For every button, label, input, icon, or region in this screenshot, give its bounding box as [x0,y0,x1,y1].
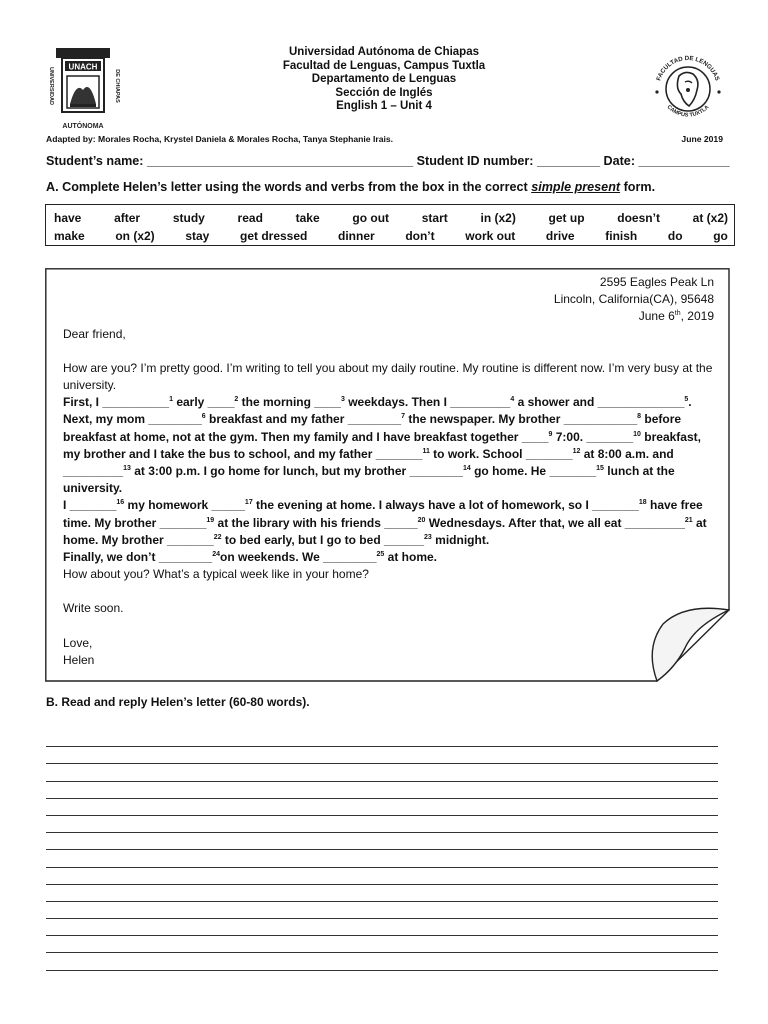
word-item: don’t [405,229,435,243]
word-item: take [295,211,320,225]
word-item: at (x2) [692,211,728,225]
word-item: dinner [338,229,375,243]
department-name: Departamento de Lenguas [311,73,457,86]
seal-bottom-text: CAMPUS TUXTLA [665,104,711,119]
paragraph-3: Finally, we don’t ________$^{24}$on weekends. We ________$^{25}$ at home. [63,550,438,565]
word-box [45,204,735,246]
section-a-instruction [46,180,655,194]
header-date: June 2019 [681,134,723,144]
student-info-line: Student’s name: ______________________________________ Student ID number: _________ Date: _____________ [46,154,730,168]
word-item: after [114,211,141,225]
word-item: start [421,211,448,225]
write-soon: Write soon. [63,601,124,616]
word-item: read [237,211,263,225]
university-name: Universidad Autónoma de Chiapas [289,46,479,58]
closing-question: How about you? What’s a typical week like in your home? [63,567,369,582]
letter-panel [45,268,730,682]
word-item: make [54,229,85,243]
greeting: Dear friend, [63,326,126,341]
section-a-prefix: A. Complete Helen’s letter using the words and verbs from the box in the correct [46,180,532,194]
word-item: drive [545,229,575,243]
word-item: get dressed [240,229,308,243]
logo-side-right-text: DE CHIAPAS [114,69,120,103]
intro-paragraph: How are you? I’m pretty good. I’m writing to tell you about my daily routine. My routine is different now. I’m very busy at the university. [63,360,713,393]
reply-line[interactable] [46,902,718,919]
word-item: work out [465,229,516,243]
paragraph-2: I _______$^{16}$ my homework _____$^{17}$ the evening at home. I always have a lot of homework, so I _______$^{18}$ have free time. My brother _______$^{19}$ at the library with his friends _____$^{20}$ Wednesdays. After that, we all eat _________$^{21}$ at home. My brother _______$^{22}$ to bed early, but I go to bed ______$^{23}$ midnight. [63,498,707,547]
reply-line[interactable] [46,782,718,799]
reply-line[interactable] [46,885,718,902]
reply-line[interactable] [46,816,718,833]
reply-line[interactable] [46,833,718,850]
word-item: go out [352,211,390,225]
paragraph-1: First, I __________$^1$ early ____$^2$ the morning ____$^3$ weekdays. Then I _________$^4$ a shower and _____________$^5$. Next, my mom ________$^6$ breakfast and my father ________$^7$ the newspaper. My brother ___________$^8$ before breakfast at home, not at the gym. Then my family and I have breakfast together ____$^9$ 7:00. _______$^{10}$ breakfast, my brother and I take the bus to school, and my father _______$^{11}$ to work. School _______$^{12}$ at 8:00 a.m. and _________$^{13}$ at 3:00 p.m. I go home for lunch, but my brother ________$^{14}$ go home. He _______$^{15}$ lunch at the university. [63,395,701,496]
seal-top-text: FACULTAD DE LENGUAS [655,54,721,82]
section-b-instruction: B. Read and reply Helen’s letter (60-80 words). [46,695,310,709]
signature: Helen [63,652,95,667]
word-item: have [54,211,82,225]
logo-side-left-text: UNIVERSIDAD [48,67,54,105]
reply-line[interactable] [46,953,718,970]
reply-line[interactable] [46,936,718,953]
reply-line[interactable] [46,919,718,936]
logo-unach-text: UNACH [68,62,98,72]
reply-line[interactable] [46,764,718,781]
word-box-row-2 [54,229,728,243]
reply-writing-area[interactable] [46,730,718,971]
logo-bottom-text: AUTÓNOMA [62,123,104,130]
word-item: go [713,229,728,243]
section-name: Sección de Inglés [335,86,433,99]
word-item: do [667,229,683,243]
adapted-by-credit: Adapted by: Morales Rocha, Krystel Daniela & Morales Rocha, Tanya Stephanie Irais. [46,134,394,144]
letter-date: June 6th, 2019 [638,309,714,324]
letter-body [63,274,714,669]
faculty-seal [645,46,731,132]
reply-line[interactable] [46,868,718,885]
word-item: get up [548,211,585,225]
word-item: study [172,211,205,225]
word-item: on (x2) [115,229,155,243]
section-a-emphasis: simple present [531,180,621,194]
address-line: Lincoln, California(CA), 95648 [553,292,714,307]
reply-line[interactable] [46,799,718,816]
address-line: 2595 Eagles Peak Ln [599,275,714,289]
sign-off: Love, [63,635,93,650]
faculty-name: Facultad de Lenguas, Campus Tuxtla [282,59,486,72]
reply-line[interactable] [46,730,718,747]
reply-line[interactable] [46,747,718,764]
word-item: in (x2) [480,211,516,225]
reply-line[interactable] [46,850,718,867]
section-a-suffix: form. [620,180,656,194]
word-item: doesn’t [617,211,660,225]
course-name: English 1 – Unit 4 [336,100,432,113]
word-item: stay [185,229,210,243]
word-box-row-1 [54,211,728,225]
word-item: finish [605,229,638,243]
